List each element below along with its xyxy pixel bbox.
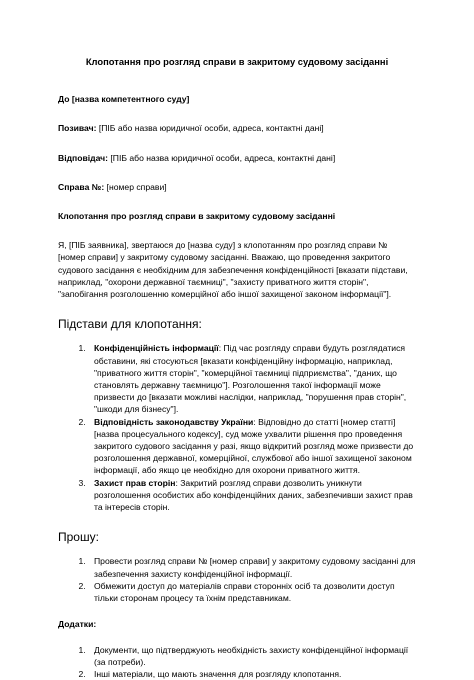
defendant-value: [ПІБ або назва юридичної особи, адреса, контактні дані] [108,153,335,163]
case-label: Справа №: [58,182,104,192]
plaintiff-line [58,122,416,134]
attachments-heading: Додатки: [58,618,416,630]
ground-text: : Закритий розгляд справи дозволить уникнути розголошення особистих або конфіденційних даних, забезпечивши захист прав та інтересів сторін. [94,478,413,512]
list-item: 2. Обмежити доступ до матеріалів справи сторонніх осіб та дозволити доступ тільки сторонам процесу та їхнім представникам. [88,580,416,604]
ground-label: Захист прав сторін [94,478,175,488]
defendant-line [58,152,416,164]
request-list [58,555,416,604]
grounds-list [58,342,416,513]
request-heading: Прошу: [58,531,416,543]
list-item [88,477,416,514]
ground-text: : Під час розгляду справи будуть розглядатися обставини, які стосуються [вказати конфіденційну інформацію, наприклад, "приватного життя сторін", "комерційної таємниці підприємства", "даних, що становлять державну таємницю"]. Розголошення такої інформації може призвести до [вказати можливі наслідки, наприклад, "порушення прав сторін", "шкоди для бізнесу"]. [94,343,406,414]
case-line [58,181,416,193]
ground-text: : Відповідно до статті [номер статті] [назва процесуального кодексу], суд може ухвалити рішення про проведення закритого судового засідання у разі, якщо відкритий розгляд може призвести до розголошення державної, комерційної, службової або іншої захищеної законом інформації, або якщо це необхідно для охорони приватного життя. [94,417,413,476]
case-value: [номер справи] [104,182,166,192]
plaintiff-value: [ПІБ або назва юридичної особи, адреса, контактні дані] [96,123,323,133]
court-line: До [назва компетентного суду] [58,93,416,105]
intro-paragraph: Я, [ПІБ заявника], звертаюся до [назва суду] з клопотанням про розгляд справи № [номер справи] у закритому судовому засіданні. Вважаю, що проведення закритого судового засідання є необхідним для забезпечення конфіденційності [вказати підстави, наприклад, "охорони державної таємниці", "захисту приватного життя сторін", "запобігання розголошенню комерційної або іншої захищеної законом інформації"]. [58,239,416,300]
list-item [88,416,416,477]
list-item [88,342,416,415]
list-item: 1. Провести розгляд справи № [номер справи] у закритому судовому засіданні для забезпечення захисту конфіденційної інформації. [88,555,416,579]
defendant-label: Відповідач: [58,153,108,163]
ground-label: Конфіденційність інформації [94,343,219,353]
petition-subtitle: Клопотання про розгляд справи в закритому судовому засіданні [58,210,416,222]
document-title: Клопотання про розгляд справи в закритому судовому засіданні [58,56,416,68]
ground-label: Відповідність законодавству України [94,417,253,427]
grounds-heading: Підстави для клопотання: [58,318,416,330]
attachments-list [58,644,416,680]
list-item: 2. Інші матеріали, що мають значення для розгляду клопотання. [88,668,416,680]
plaintiff-label: Позивач: [58,123,96,133]
list-item: 1. Документи, що підтверджують необхідність захисту конфіденційної інформації (за потреби). [88,644,416,668]
